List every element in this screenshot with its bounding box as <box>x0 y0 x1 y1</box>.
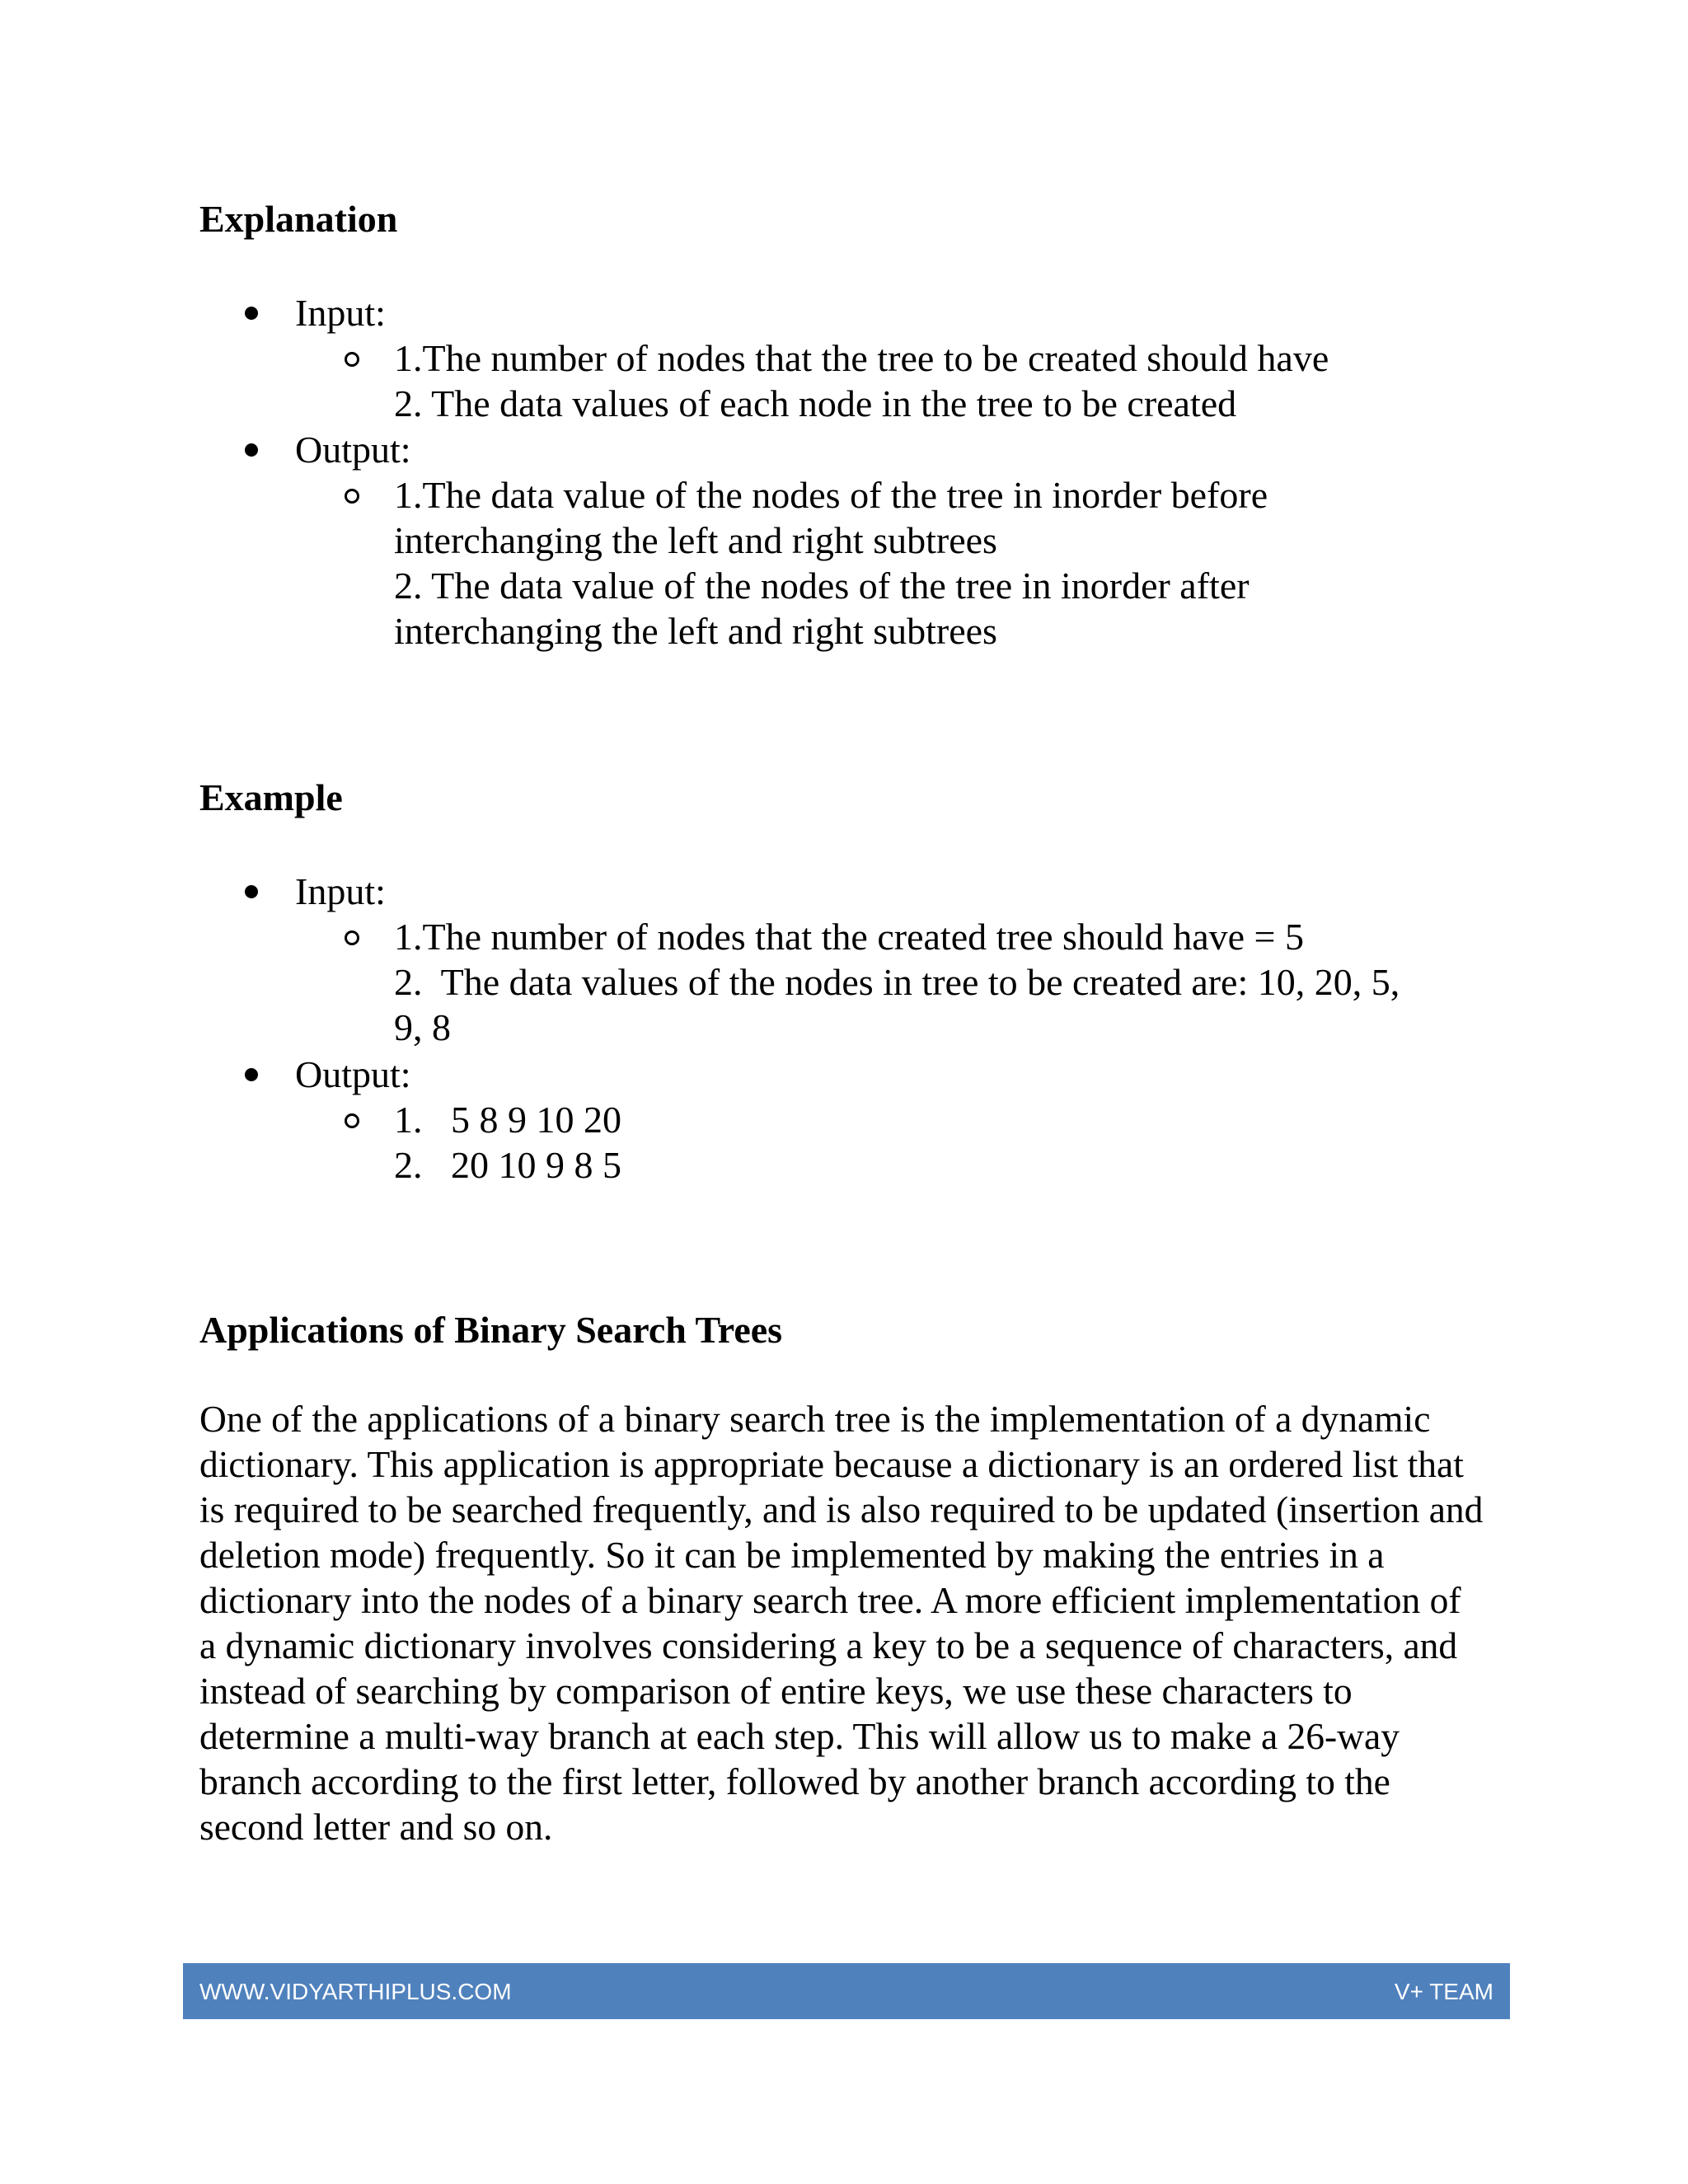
bullet-ring-icon <box>345 352 359 367</box>
footer-team: V+ TEAM <box>1394 1979 1493 2004</box>
example-input-line-1: 1.The number of nodes that the created tree should have = 5 <box>394 916 1304 958</box>
applications-heading: Applications of Binary Search Trees <box>199 1309 783 1351</box>
explanation-output-label: Output: <box>295 429 411 471</box>
bullet-dot-icon <box>245 885 258 898</box>
footer-website: WWW.VIDYARTHIPLUS.COM <box>199 1979 512 2004</box>
example-input-line-2: 2. The data values of the nodes in tree to be created are: 10, 20, 5, <box>394 961 1400 1003</box>
explanation-input-item-2: 2. The data values of each node in the tree to be created <box>394 382 1237 424</box>
bullet-dot-icon <box>245 443 258 457</box>
example-input-line-3: 9, 8 <box>394 1006 451 1048</box>
bullet-dot-icon <box>245 1068 258 1081</box>
example-output-line-2: 2. 20 10 9 8 5 <box>394 1144 621 1186</box>
example-input-label: Input: <box>295 870 386 912</box>
explanation-output-line-1: 1.The data value of the nodes of the tree in inorder before <box>394 474 1268 516</box>
bullet-ring-icon <box>345 489 359 504</box>
example-heading: Example <box>199 776 343 818</box>
explanation-input-item-1: 1.The number of nodes that the tree to be created should have <box>394 337 1329 379</box>
explanation-input-label: Input: <box>295 292 386 334</box>
example-output-line-1: 1. 5 8 9 10 20 <box>394 1099 621 1141</box>
bullet-ring-icon <box>345 930 359 945</box>
example-output-label: Output: <box>295 1053 411 1095</box>
explanation-heading: Explanation <box>199 198 398 240</box>
explanation-output-line-3: 2. The data value of the nodes of the tree in inorder after <box>394 565 1250 607</box>
explanation-output-line-4: interchanging the left and right subtrees <box>394 610 997 652</box>
applications-paragraph: One of the applications of a binary search tree is the implementation of a dynamic dictionary. This application is appropriate because a dictionary is an ordered list that is required to be searched frequently, and is also required to be updated (insertion and deletion mode) frequently. So it can be implemented by making the entries in a dictionary into the nodes of a binary search tree. A more efficient implementation of a dynamic dictionary involves considering a key to be a sequence of characters, and instead of searching by comparison of entire keys, we use these characters to determine a multi-way branch at each step. This will allow us to make a 26-way branch according to the first letter, followed by another branch according to the second letter and so on. <box>199 1398 1484 1848</box>
footer-bar <box>183 1963 1510 2019</box>
bullet-ring-icon <box>345 1113 359 1128</box>
explanation-output-line-2: interchanging the left and right subtrees <box>394 519 997 561</box>
bullet-dot-icon <box>245 307 258 320</box>
